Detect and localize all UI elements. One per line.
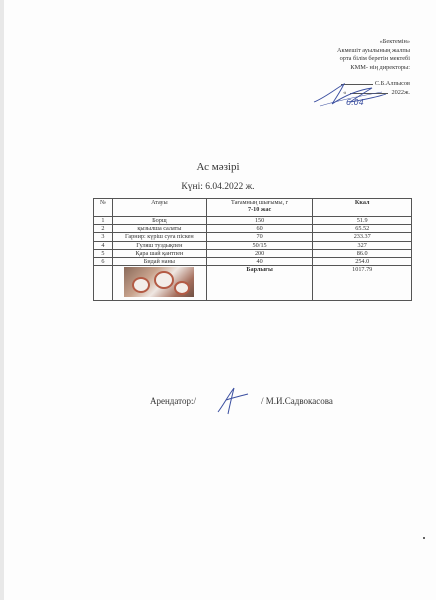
approval-line-3: орта білім беретін мектебі — [339, 55, 410, 63]
tenant-signature-icon — [212, 382, 252, 418]
header-output-line2: 7-10 жас — [247, 206, 272, 213]
row-kcal: 51.9 — [313, 217, 412, 225]
row-output: 50/15 — [206, 241, 313, 249]
handwritten-date — [330, 95, 382, 107]
svg-text:6.04: 6.04 — [346, 98, 364, 107]
row-output: 150 — [206, 217, 313, 225]
food-photo-image — [124, 267, 194, 297]
row-name: Борщ — [112, 217, 206, 225]
row-output: 40 — [206, 257, 313, 265]
table-row — [94, 257, 412, 265]
food-photo-cell — [112, 266, 206, 301]
header-num: № — [94, 199, 113, 217]
total-label: Барлығы — [206, 266, 313, 301]
document-date: Күні: 6.04.2022 ж. — [181, 182, 255, 192]
header-kcal: Ккал — [313, 199, 412, 217]
tenant-name: / М.И.Садвокасова — [261, 396, 333, 406]
approval-line-1: «Бектемін» — [379, 38, 410, 45]
row-name: Гуляш туздықпен — [112, 241, 206, 249]
table-header-row — [94, 199, 412, 217]
page-edge — [0, 0, 4, 600]
row-name: Гарнир: күріш суға піскен — [112, 233, 206, 241]
row-output: 60 — [206, 225, 313, 233]
row-num: 5 — [94, 249, 113, 257]
menu-table — [93, 198, 412, 301]
row-num: 6 — [94, 257, 113, 265]
tenant-label: Арендатор:/ — [150, 396, 196, 406]
header-output-line1: Тағамның шығымы, г — [230, 199, 289, 206]
row-kcal: 254.0 — [313, 257, 412, 265]
table-row — [94, 233, 412, 241]
speck-mark — [423, 537, 425, 539]
row-name: Бидай наны — [112, 257, 206, 265]
approval-date-line: « 2022ж. — [343, 88, 410, 96]
row-kcal: 65.52 — [313, 225, 412, 233]
approval-line-4: КММ- нің директоры: — [350, 63, 410, 71]
table-row — [94, 241, 412, 249]
table-row — [94, 249, 412, 257]
approval-signer: С.Б.Алпысов — [374, 80, 410, 88]
row-kcal: 327 — [313, 241, 412, 249]
row-name: қызылша салаты — [112, 225, 206, 233]
row-output: 70 — [206, 233, 313, 241]
document-title: Ас мәзірі — [196, 161, 240, 173]
approval-year: 2022ж. — [391, 88, 410, 96]
row-num: 4 — [94, 241, 113, 249]
row-num: 3 — [94, 233, 113, 241]
total-value: 1017.79 — [313, 266, 412, 301]
table-row — [94, 225, 412, 233]
total-empty-cell — [94, 266, 113, 301]
header-output — [206, 199, 313, 217]
row-kcal: 233.37 — [313, 233, 412, 241]
row-kcal: 86.0 — [313, 249, 412, 257]
row-num: 1 — [94, 217, 113, 225]
row-output: 200 — [206, 249, 313, 257]
table-total-row — [94, 266, 412, 301]
row-name: Қара шай қантпен — [112, 249, 206, 257]
approval-line-2: Акмешіт ауылының жалпы — [336, 46, 410, 54]
row-num: 2 — [94, 225, 113, 233]
table-row — [94, 217, 412, 225]
header-name: Атауы — [112, 199, 206, 217]
